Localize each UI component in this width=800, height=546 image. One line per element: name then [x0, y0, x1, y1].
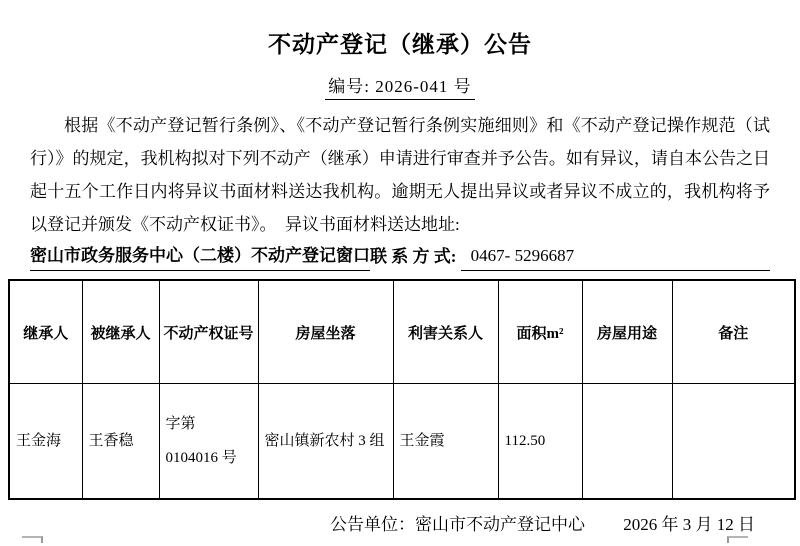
- col-header-certificate-no: 不动产权证号: [159, 280, 258, 384]
- contact-line: [30, 244, 770, 271]
- col-header-house-usage: 房屋用途: [582, 280, 672, 384]
- delivery-address: 密山市政务服务中心（二楼）不动产登记窗口: [30, 244, 370, 271]
- col-header-remarks: 备注: [672, 280, 795, 384]
- cell-house-location: 密山镇新农村 3 组: [258, 384, 393, 500]
- col-header-heir: 继承人: [9, 280, 82, 384]
- col-header-decedent: 被继承人: [82, 280, 159, 384]
- issuer: 公告单位：密山市不动产登记中心: [330, 515, 585, 534]
- table-row: [9, 384, 795, 500]
- cell-decedent: 王香稳: [82, 384, 159, 500]
- table-header-row: [9, 280, 795, 384]
- cell-certificate-no: 字第 0104016 号: [159, 384, 258, 500]
- cell-area: 112.50: [498, 384, 582, 500]
- table-body: [9, 384, 795, 500]
- table-row: [9, 280, 795, 384]
- page-margin-mark-left: [22, 536, 43, 543]
- phone-label: 联 系 方 式:: [370, 247, 461, 266]
- phone-number: 0467- 5296687: [461, 244, 770, 271]
- cell-interested-party: 王金霞: [393, 384, 498, 500]
- cell-remarks: [672, 384, 795, 500]
- page-margin-mark-right: [727, 536, 748, 543]
- col-header-area: 面积m²: [498, 280, 582, 384]
- issue-date: 2026 年 3 月 12 日: [623, 515, 755, 534]
- body-paragraph: 根据《不动产登记暂行条例》、《不动产登记暂行条例实施细则》和《不动产登记操作规范（试行）》的规定，我机构拟对下列不动产（继承）申请进行审查并予公告。如有异议，请自本公告之日起十五个工作日内将异议书面材料送达我机构。逾期无人提出异议或者异议不成立的，我机构将予以登记并颁发《不动产权证书》。 异议书面材料送达地址:: [30, 116, 770, 234]
- doc-number-line: [0, 72, 800, 100]
- doc-number: 编号: 2026-041 号: [325, 72, 474, 100]
- cell-house-usage: [582, 384, 672, 500]
- cell-heir: 王金海: [9, 384, 82, 500]
- page-title: 不动产登记（继承）公告: [268, 32, 532, 57]
- footer-line: [330, 510, 800, 535]
- col-header-interested-party: 利害关系人: [393, 280, 498, 384]
- inheritance-table: [8, 279, 796, 500]
- col-header-house-location: 房屋坐落: [258, 280, 393, 384]
